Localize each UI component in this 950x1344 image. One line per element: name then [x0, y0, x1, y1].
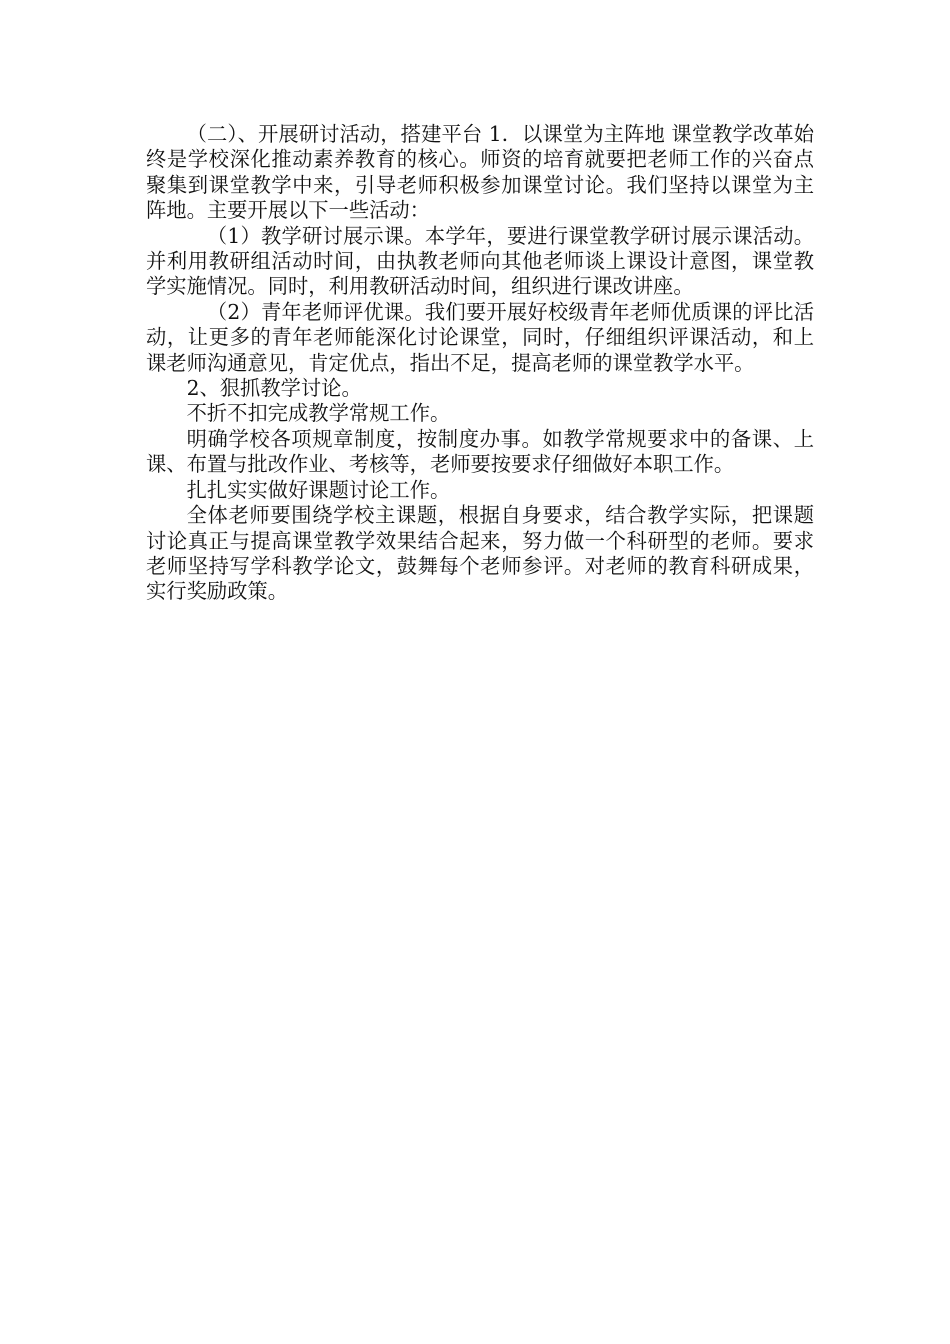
document-body	[146, 122, 814, 605]
paragraph-item-1: （1）教学研讨展示课。本学年，要进行课堂教学研讨展示课活动。并利用教研组活动时间，由执教老师向其他老师谈上课设计意图，课堂教学实施情况。同时，利用教研活动时间，组织进行课改讲座。	[146, 223, 814, 299]
paragraph-research-details: 全体老师要围绕学校主课题，根据自身要求，结合教学实际，把课题讨论真正与提高课堂教学效果结合起来，努力做一个科研型的老师。要求老师坚持写学科教学论文，鼓舞每个老师参评。对老师的教育科研成果，实行奖励政策。	[146, 503, 814, 604]
paragraph-intro: （二）、开展研讨活动，搭建平台 1．以课堂为主阵地 课堂教学改革始终是学校深化推动素养教育的核心。师资的培育就要把老师工作的兴奋点聚集到课堂教学中来，引导老师积极参加课堂讨论。我们坚持以课堂为主阵地。主要开展以下一些活动：	[146, 122, 814, 223]
paragraph-regulations: 明确学校各项规章制度，按制度办事。如教学常规要求中的备课、上课、布置与批改作业、考核等，老师要按要求仔细做好本职工作。	[146, 426, 814, 477]
paragraph-section-2: 2、狠抓教学讨论。	[186, 376, 362, 401]
paragraph-routine-work: 不折不扣完成教学常规工作。	[186, 401, 451, 426]
paragraph-item-2: （2）青年老师评优课。我们要开展好校级青年老师优质课的评比活动，让更多的青年老师能深化讨论课堂，同时，仔细组织评课活动，和上课老师沟通意见，肯定优点，指出不足，提高老师的课堂教学水平。	[146, 299, 814, 375]
paragraph-research-work: 扎扎实实做好课题讨论工作。	[186, 477, 451, 502]
